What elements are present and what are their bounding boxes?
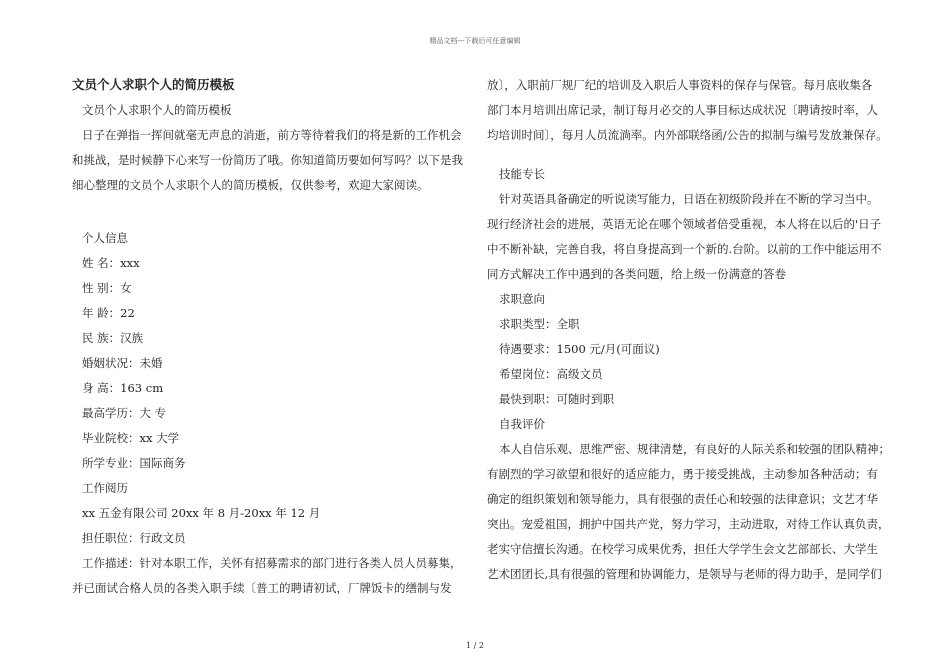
subtitle: 文员个人求职个人的简历模板 — [82, 103, 232, 117]
work-company: xx 五金有限公司 20xx 年 8 月-20xx 年 12 月 — [82, 506, 321, 520]
eval-line: 艺术团团长,具有很强的管理和协调能力，是领导与老师的得力助手，是同学们 — [487, 567, 882, 581]
work-desc-line: 并已面试合格人员的各类入职手续〔普工的聘请初试，厂牌饭卡的缮制与发 — [72, 581, 452, 595]
work-desc-cont: 均培训时间〕，每月人员流淌率。内外部联络函/公告的拟制与编号发放兼保存。 — [487, 128, 888, 142]
section-heading-work: 工作阅历 — [82, 481, 128, 495]
info-school: 毕业院校：xx 大学 — [82, 431, 180, 445]
spacer — [72, 200, 452, 228]
job-position: 希望岗位：高级文员 — [499, 367, 603, 381]
intro-line: 和挑战，是时候静下心来写一份简历了哦。你知道简历要如何写吗？以下是我 — [72, 153, 463, 167]
info-gender: 性 别：女 — [82, 281, 132, 295]
section-heading-self-eval: 自我评价 — [499, 417, 545, 431]
spacer — [487, 150, 887, 164]
eval-line: 老实守信擅长沟通。在校学习成果优秀，担任大学学生会文艺部部长、大学生 — [487, 542, 878, 556]
info-education: 最高学历：大 专 — [82, 406, 167, 420]
info-height: 身 高：163 cm — [82, 381, 164, 395]
info-marital: 婚姻状况：未婚 — [82, 356, 163, 370]
work-desc-line: 工作描述：针对本职工作，关怀有招募需求的部门进行各类人员人员募集， — [82, 556, 462, 570]
page-number: 1 / 2 — [466, 641, 484, 650]
job-type: 求职类型：全职 — [499, 317, 580, 331]
page-header: 精品文档---下载后可任意编辑 — [429, 37, 521, 45]
eval-line: 有剧烈的学习欲望和很好的适应能力，勇于接受挑战，主动参加各种活动；有 — [487, 467, 878, 481]
left-column — [72, 75, 463, 603]
intro-line: 日子在弹指一挥间就毫无声息的消逝，前方等待着我们的将是新的工作机会 — [82, 128, 462, 142]
info-age: 年 龄：22 — [82, 306, 135, 320]
eval-line: 确定的组织策划和领导能力，具有很强的责任心和较强的法律意识；文艺才华 — [487, 492, 878, 506]
work-position: 担任职位：行政文员 — [82, 531, 186, 545]
info-name: 姓 名：xxx — [82, 256, 140, 270]
skills-line: 中不断补缺，完善自我，将自身提高到一个新的.台阶。以前的工作中能运用不 — [487, 242, 882, 256]
job-start: 最快到职：可随时到职 — [499, 392, 614, 406]
eval-line: 突出。宠爱祖国，拥护中国共产党，努力学习，主动进取，对待工作认真负责， — [487, 517, 890, 531]
skills-line: 针对英语具备确定的听说读写能力，日语在初级阶段并在不断的学习当中。 — [499, 192, 879, 206]
work-desc-cont: 放〕，入职前厂规厂纪的培训及入职后人事资料的保存与保管。每月底收集各 — [487, 78, 873, 92]
skills-line: 同方式解决工作中遇到的各类问题，给上级一份满意的答卷 — [487, 267, 786, 281]
eval-line: 本人自信乐观、思维严密、规律清楚，有良好的人际关系和较强的团队精神； — [499, 442, 890, 456]
section-heading-personal-info: 个人信息 — [82, 231, 128, 245]
skills-line: 现行经济社会的进展，英语无论在哪个领域者倍受重视，本人将在以后的'日子 — [487, 217, 882, 231]
intro-line: 细心整理的文员个人求职个人的简历模板，仅供参考，欢迎大家阅读。 — [72, 178, 429, 192]
info-major: 所学专业：国际商务 — [82, 456, 186, 470]
document-title: 文员个人求职个人的简历模板 — [72, 77, 235, 92]
info-ethnicity: 民 族：汉族 — [82, 331, 144, 345]
section-heading-job: 求职意向 — [499, 292, 545, 306]
work-desc-cont: 部门本月培训出席记录，制订每月必交的人事目标达成状况〔聘请按时率，人 — [487, 103, 878, 117]
right-column — [487, 75, 890, 589]
job-salary: 待遇要求：1500 元/月(可面议) — [499, 342, 660, 356]
section-heading-skills: 技能专长 — [499, 167, 545, 181]
